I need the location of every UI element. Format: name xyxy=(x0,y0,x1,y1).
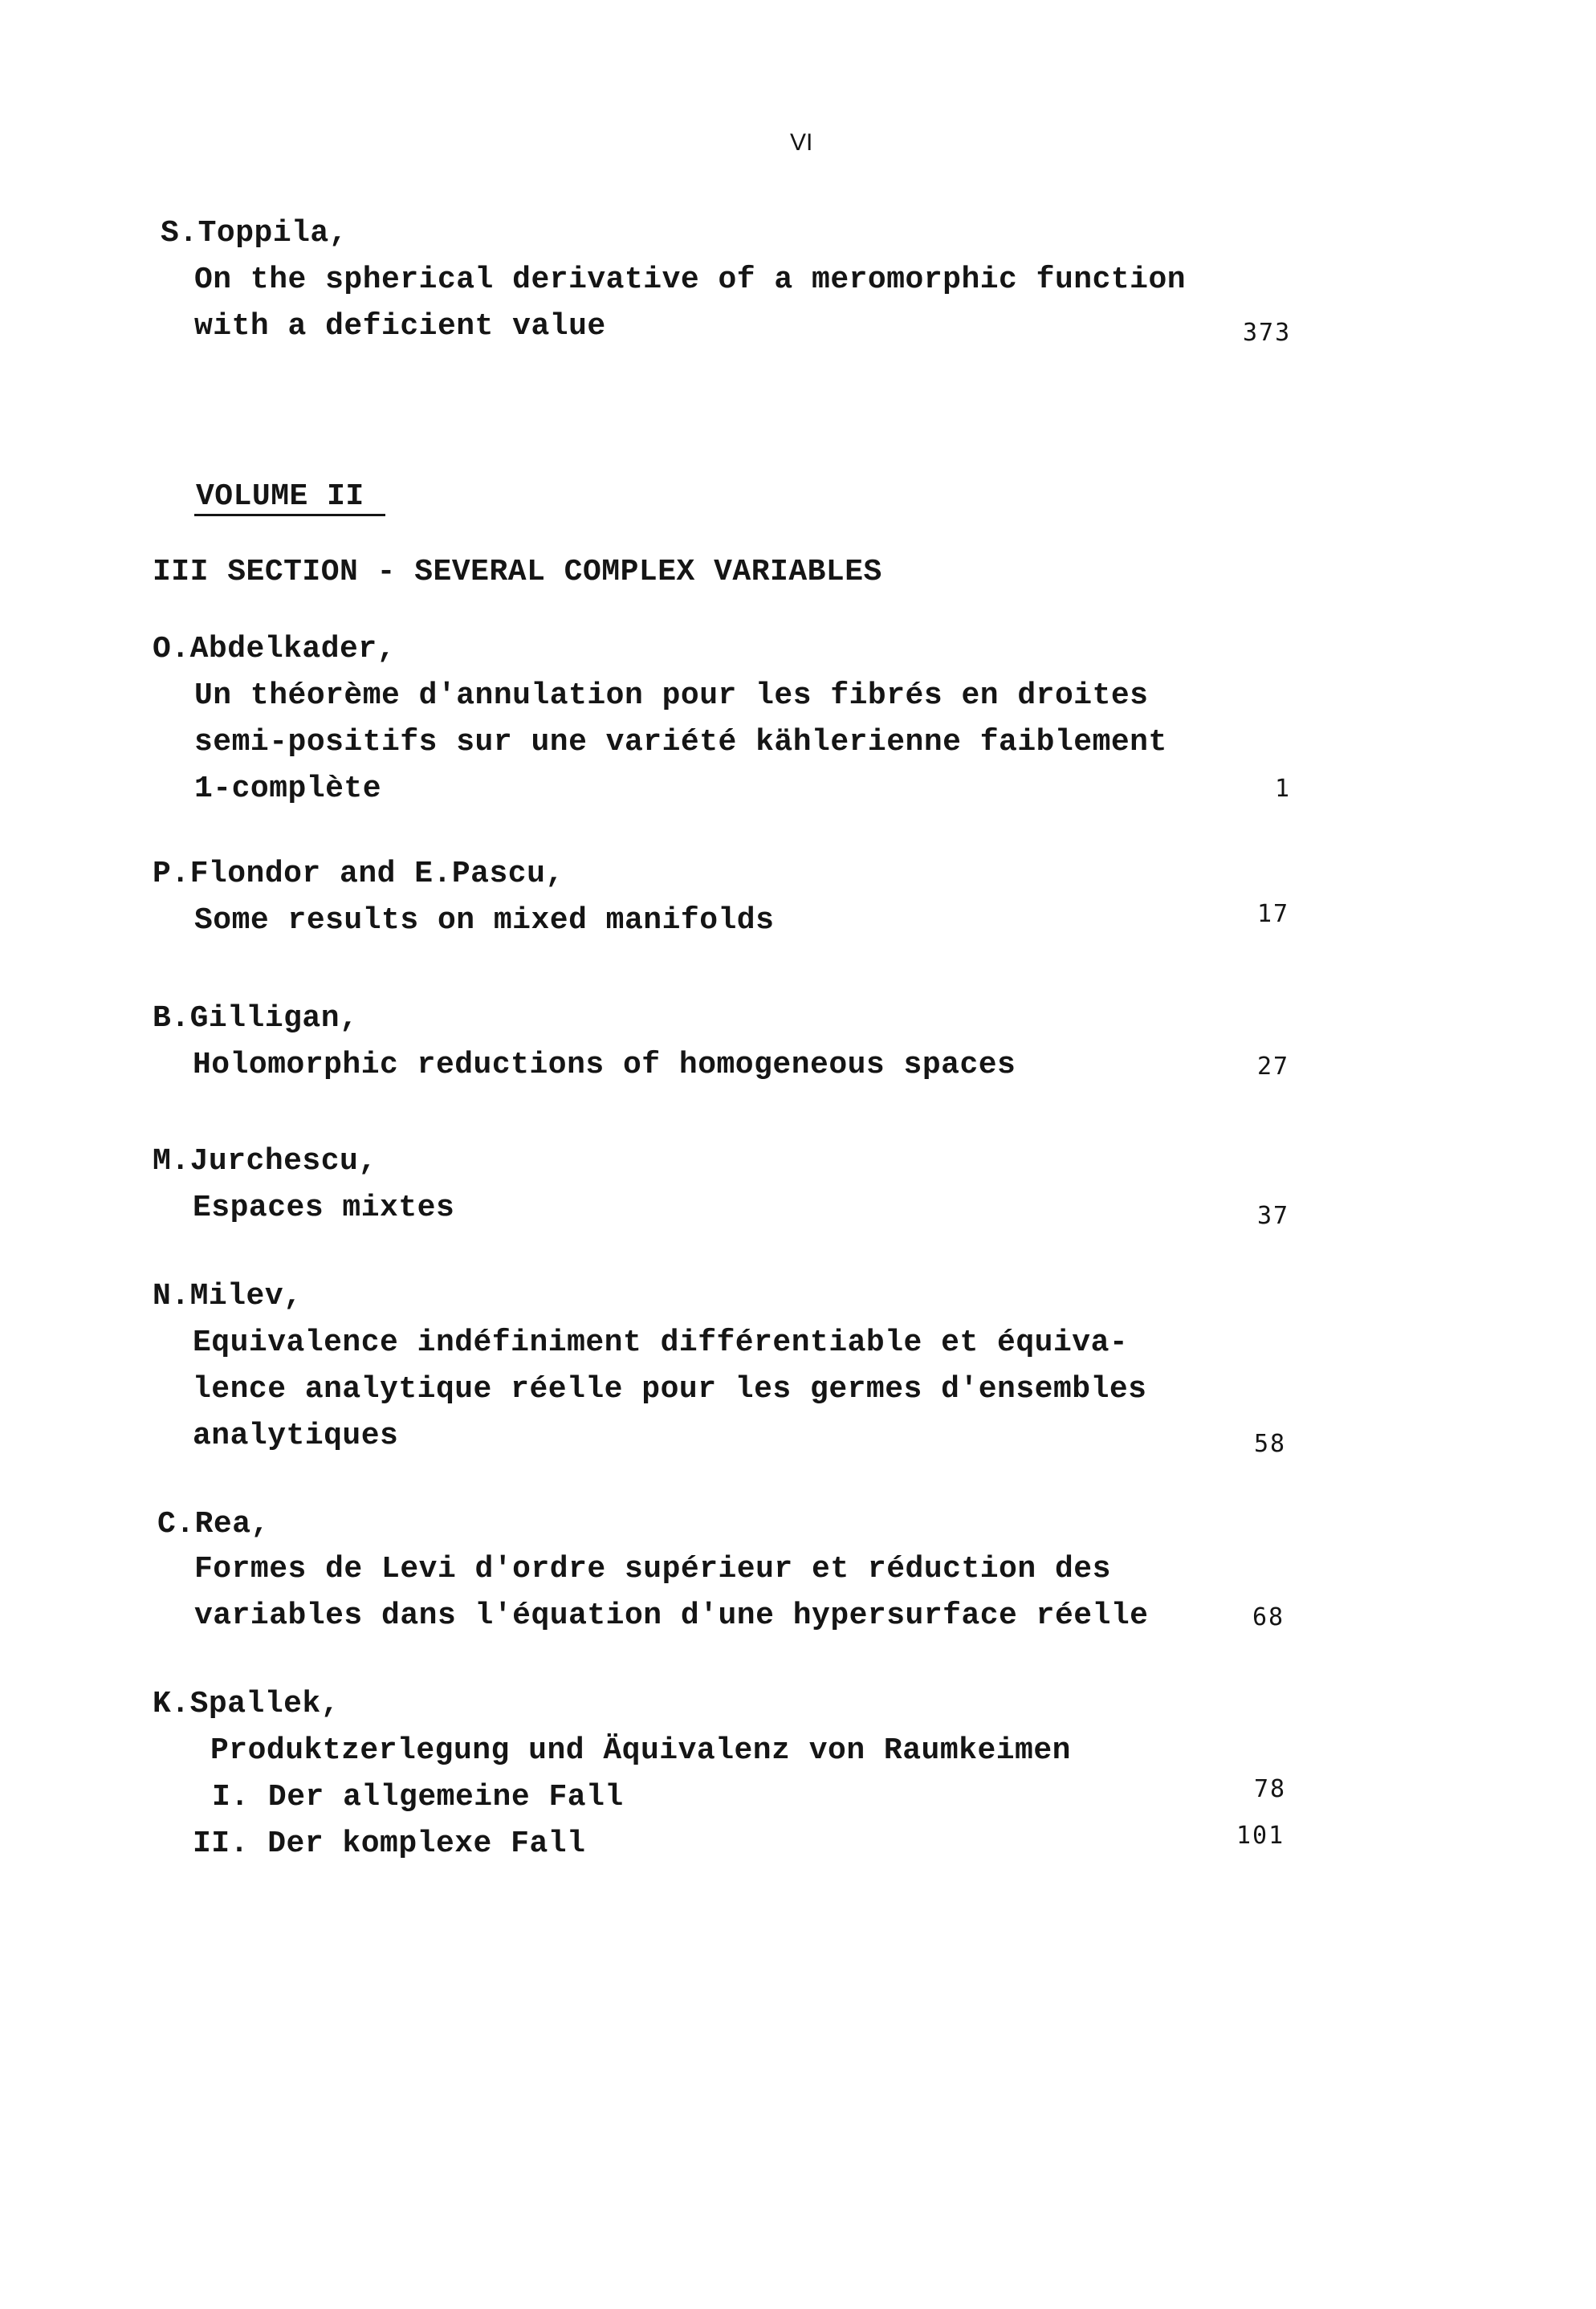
entry-author: N.Milev, xyxy=(153,1279,303,1313)
entry-page-number: 27 xyxy=(1257,1053,1290,1081)
entry-author: C.Rea, xyxy=(157,1507,270,1541)
entry-title-line: Un théorème d'annulation pour les fibrés en droites xyxy=(194,678,1149,713)
entry-page-number: 101 xyxy=(1236,1822,1285,1850)
entry-part-label: I. Der allgemeine Fall xyxy=(212,1780,624,1814)
entry-author: O.Abdelkader, xyxy=(153,632,396,666)
entry-title-line: Equivalence indéfiniment différentiable et équiva- xyxy=(193,1326,1129,1360)
page-number: VI xyxy=(790,129,813,156)
entry-title-line: Formes de Levi d'ordre supérieur et réduction des xyxy=(194,1552,1111,1586)
entry-title-line: analytiques xyxy=(193,1419,399,1453)
section-heading: III SECTION - SEVERAL COMPLEX VARIABLES xyxy=(153,555,882,589)
entry-title-line: Some results on mixed manifolds xyxy=(194,903,775,938)
entry-page-number: 1 xyxy=(1275,775,1292,803)
entry-page-number: 37 xyxy=(1257,1202,1290,1230)
entry-title-line: Produktzerlegung und Äquivalenz von Raumkeimen xyxy=(210,1733,1071,1768)
entry-page-number: 17 xyxy=(1257,900,1290,928)
entry-author: P.Flondor and E.Pascu, xyxy=(153,857,564,891)
entry-title-line: with a deficient value xyxy=(194,309,606,344)
entry-title-line: On the spherical derivative of a meromorphic function xyxy=(194,263,1187,297)
entry-author: S.Toppila, xyxy=(161,216,348,250)
entry-part-label: II. Der komplexe Fall xyxy=(193,1826,586,1861)
entry-title-line: variables dans l'équation d'une hypersurface réelle xyxy=(194,1598,1149,1633)
entry-page-number: 68 xyxy=(1252,1603,1285,1631)
entry-title-line: Espaces mixtes xyxy=(193,1191,455,1225)
entry-title-line: Holomorphic reductions of homogeneous spaces xyxy=(193,1048,1016,1082)
entry-title-line: 1-complète xyxy=(194,772,382,806)
volume-heading-underline xyxy=(194,514,385,516)
entry-author: B.Gilligan, xyxy=(153,1001,359,1036)
entry-title-line: lence analytique réelle pour les germes d'ensembles xyxy=(193,1372,1147,1407)
entry-page-number: 373 xyxy=(1243,319,1292,347)
entry-title-line: semi-positifs sur une variété kählerienne faiblement xyxy=(194,725,1167,759)
entry-page-number: 78 xyxy=(1254,1775,1287,1803)
entry-author: K.Spallek, xyxy=(153,1687,340,1721)
entry-page-number: 58 xyxy=(1254,1430,1287,1458)
volume-heading: VOLUME II xyxy=(196,479,364,514)
entry-author: M.Jurchescu, xyxy=(153,1144,377,1179)
